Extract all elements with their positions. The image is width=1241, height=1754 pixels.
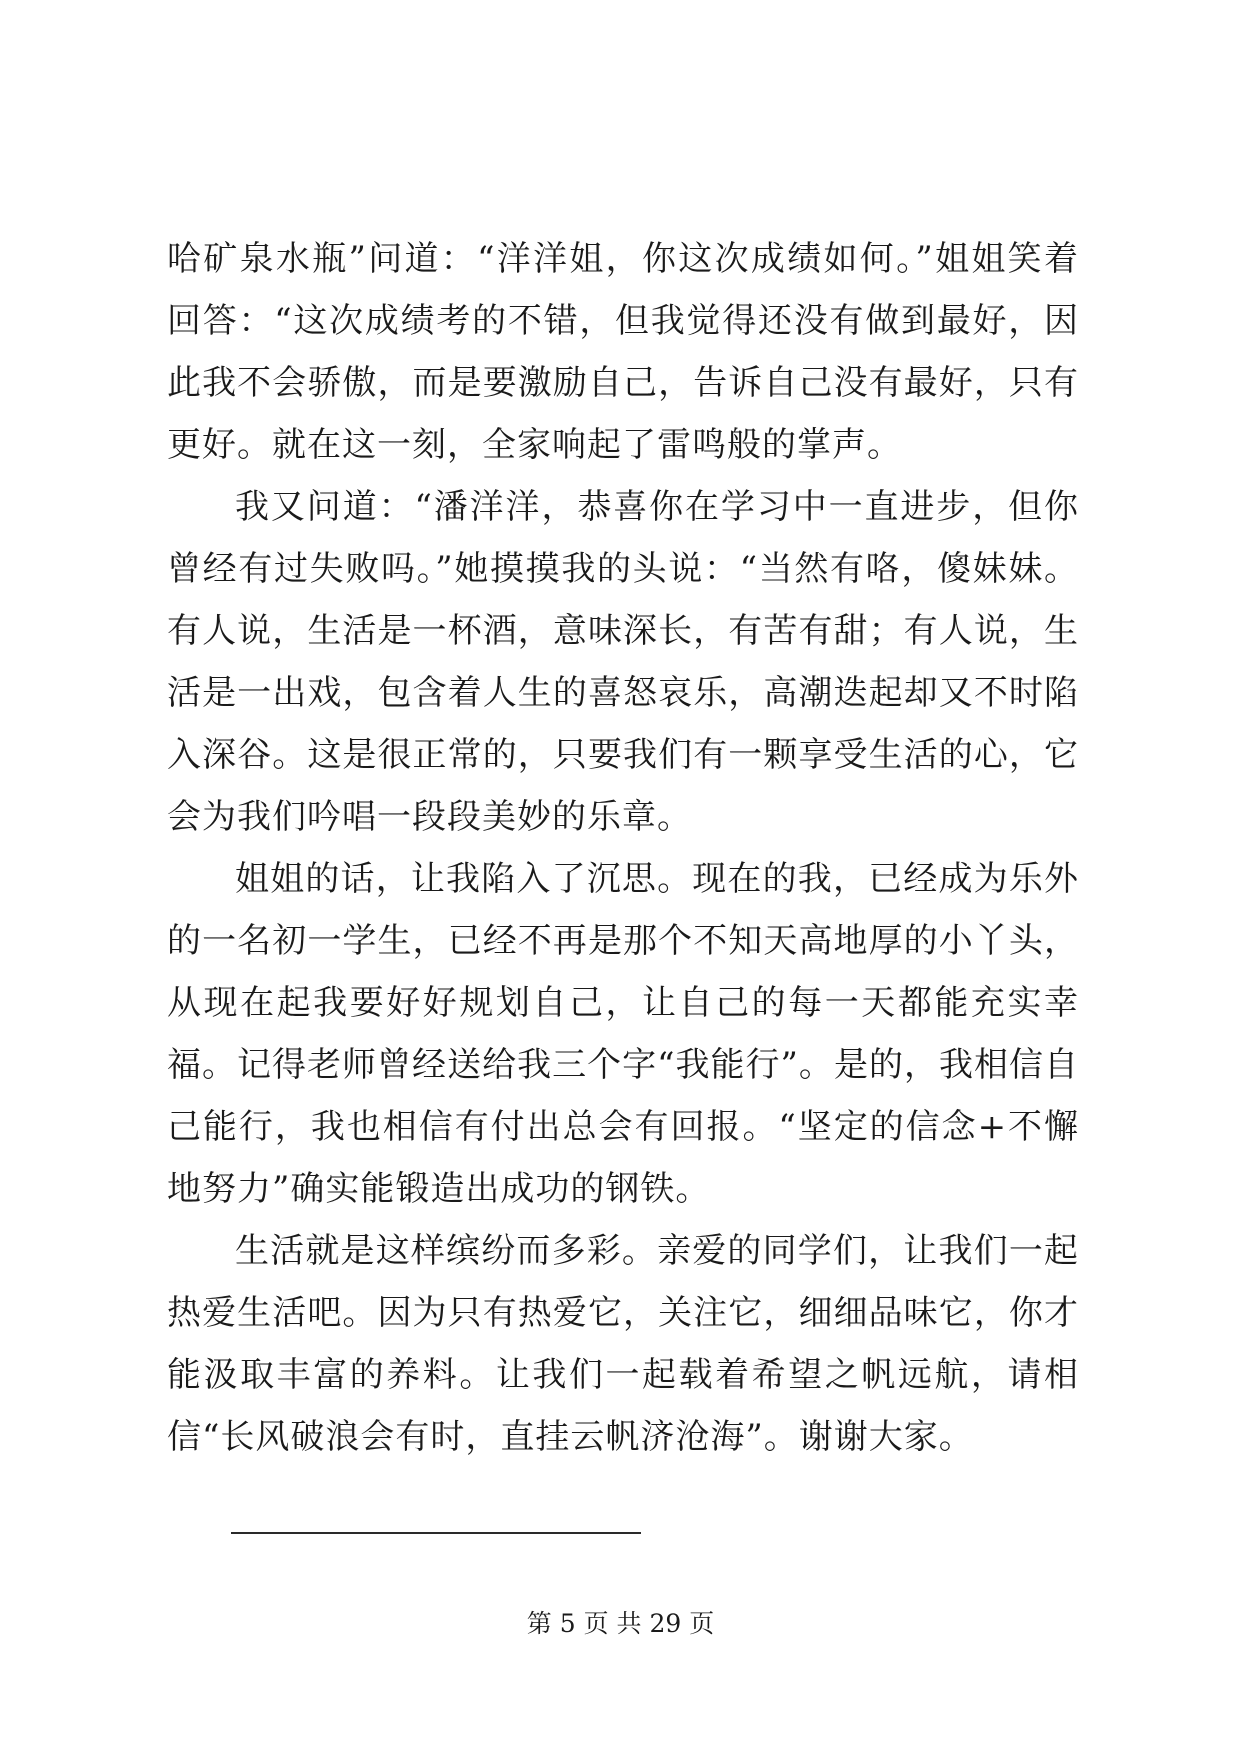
paragraph-3: 姐姐的话，让我陷入了沉思。现在的我，已经成为乐外的一名初一学生，已经不再是那个不知天高地厚的小丫头，从现在起我要好好规划自己，让自己的每一天都能充实幸福。记得老师曾经送给我三个字“我能行”。是的，我相信自己能行，我也相信有付出总会有回报。“坚定的信念+不懈地努力”确实能锻造出成功的钢铁。 [167,859,1079,1209]
paragraph-4: 生活就是这样缤纷而多彩。亲爱的同学们，让我们一起热爱生活吧。因为只有热爱它，关注它，细细品味它，你才能汲取丰富的养料。让我们一起载着希望之帆远航，请相信“长风破浪会有时，直挂云帆济沧海”。谢谢大家。 [167,1231,1079,1457]
document-body [167,228,1079,1468]
paragraph-1: 哈矿泉水瓶”问道：“洋洋姐，你这次成绩如何。”姐姐笑着回答：“这次成绩考的不错，但我觉得还没有做到最好，因此我不会骄傲，而是要激励自己，告诉自己没有最好，只有更好。就在这一刻，全家响起了雷鸣般的掌声。 [167,239,1079,465]
section-divider [231,1532,641,1534]
page-number-footer: 第 5 页 共 29 页 [526,1609,715,1638]
paragraph-2: 我又问道：“潘洋洋，恭喜你在学习中一直进步，但你曾经有过失败吗。”她摸摸我的头说：“当然有咯，傻妹妹。有人说，生活是一杯酒，意味深长，有苦有甜；有人说，生活是一出戏，包含着人生的喜怒哀乐，高潮迭起却又不时陷入深谷。这是很正常的，只要我们有一颗享受生活的心，它会为我们吟唱一段段美妙的乐章。 [167,487,1079,837]
